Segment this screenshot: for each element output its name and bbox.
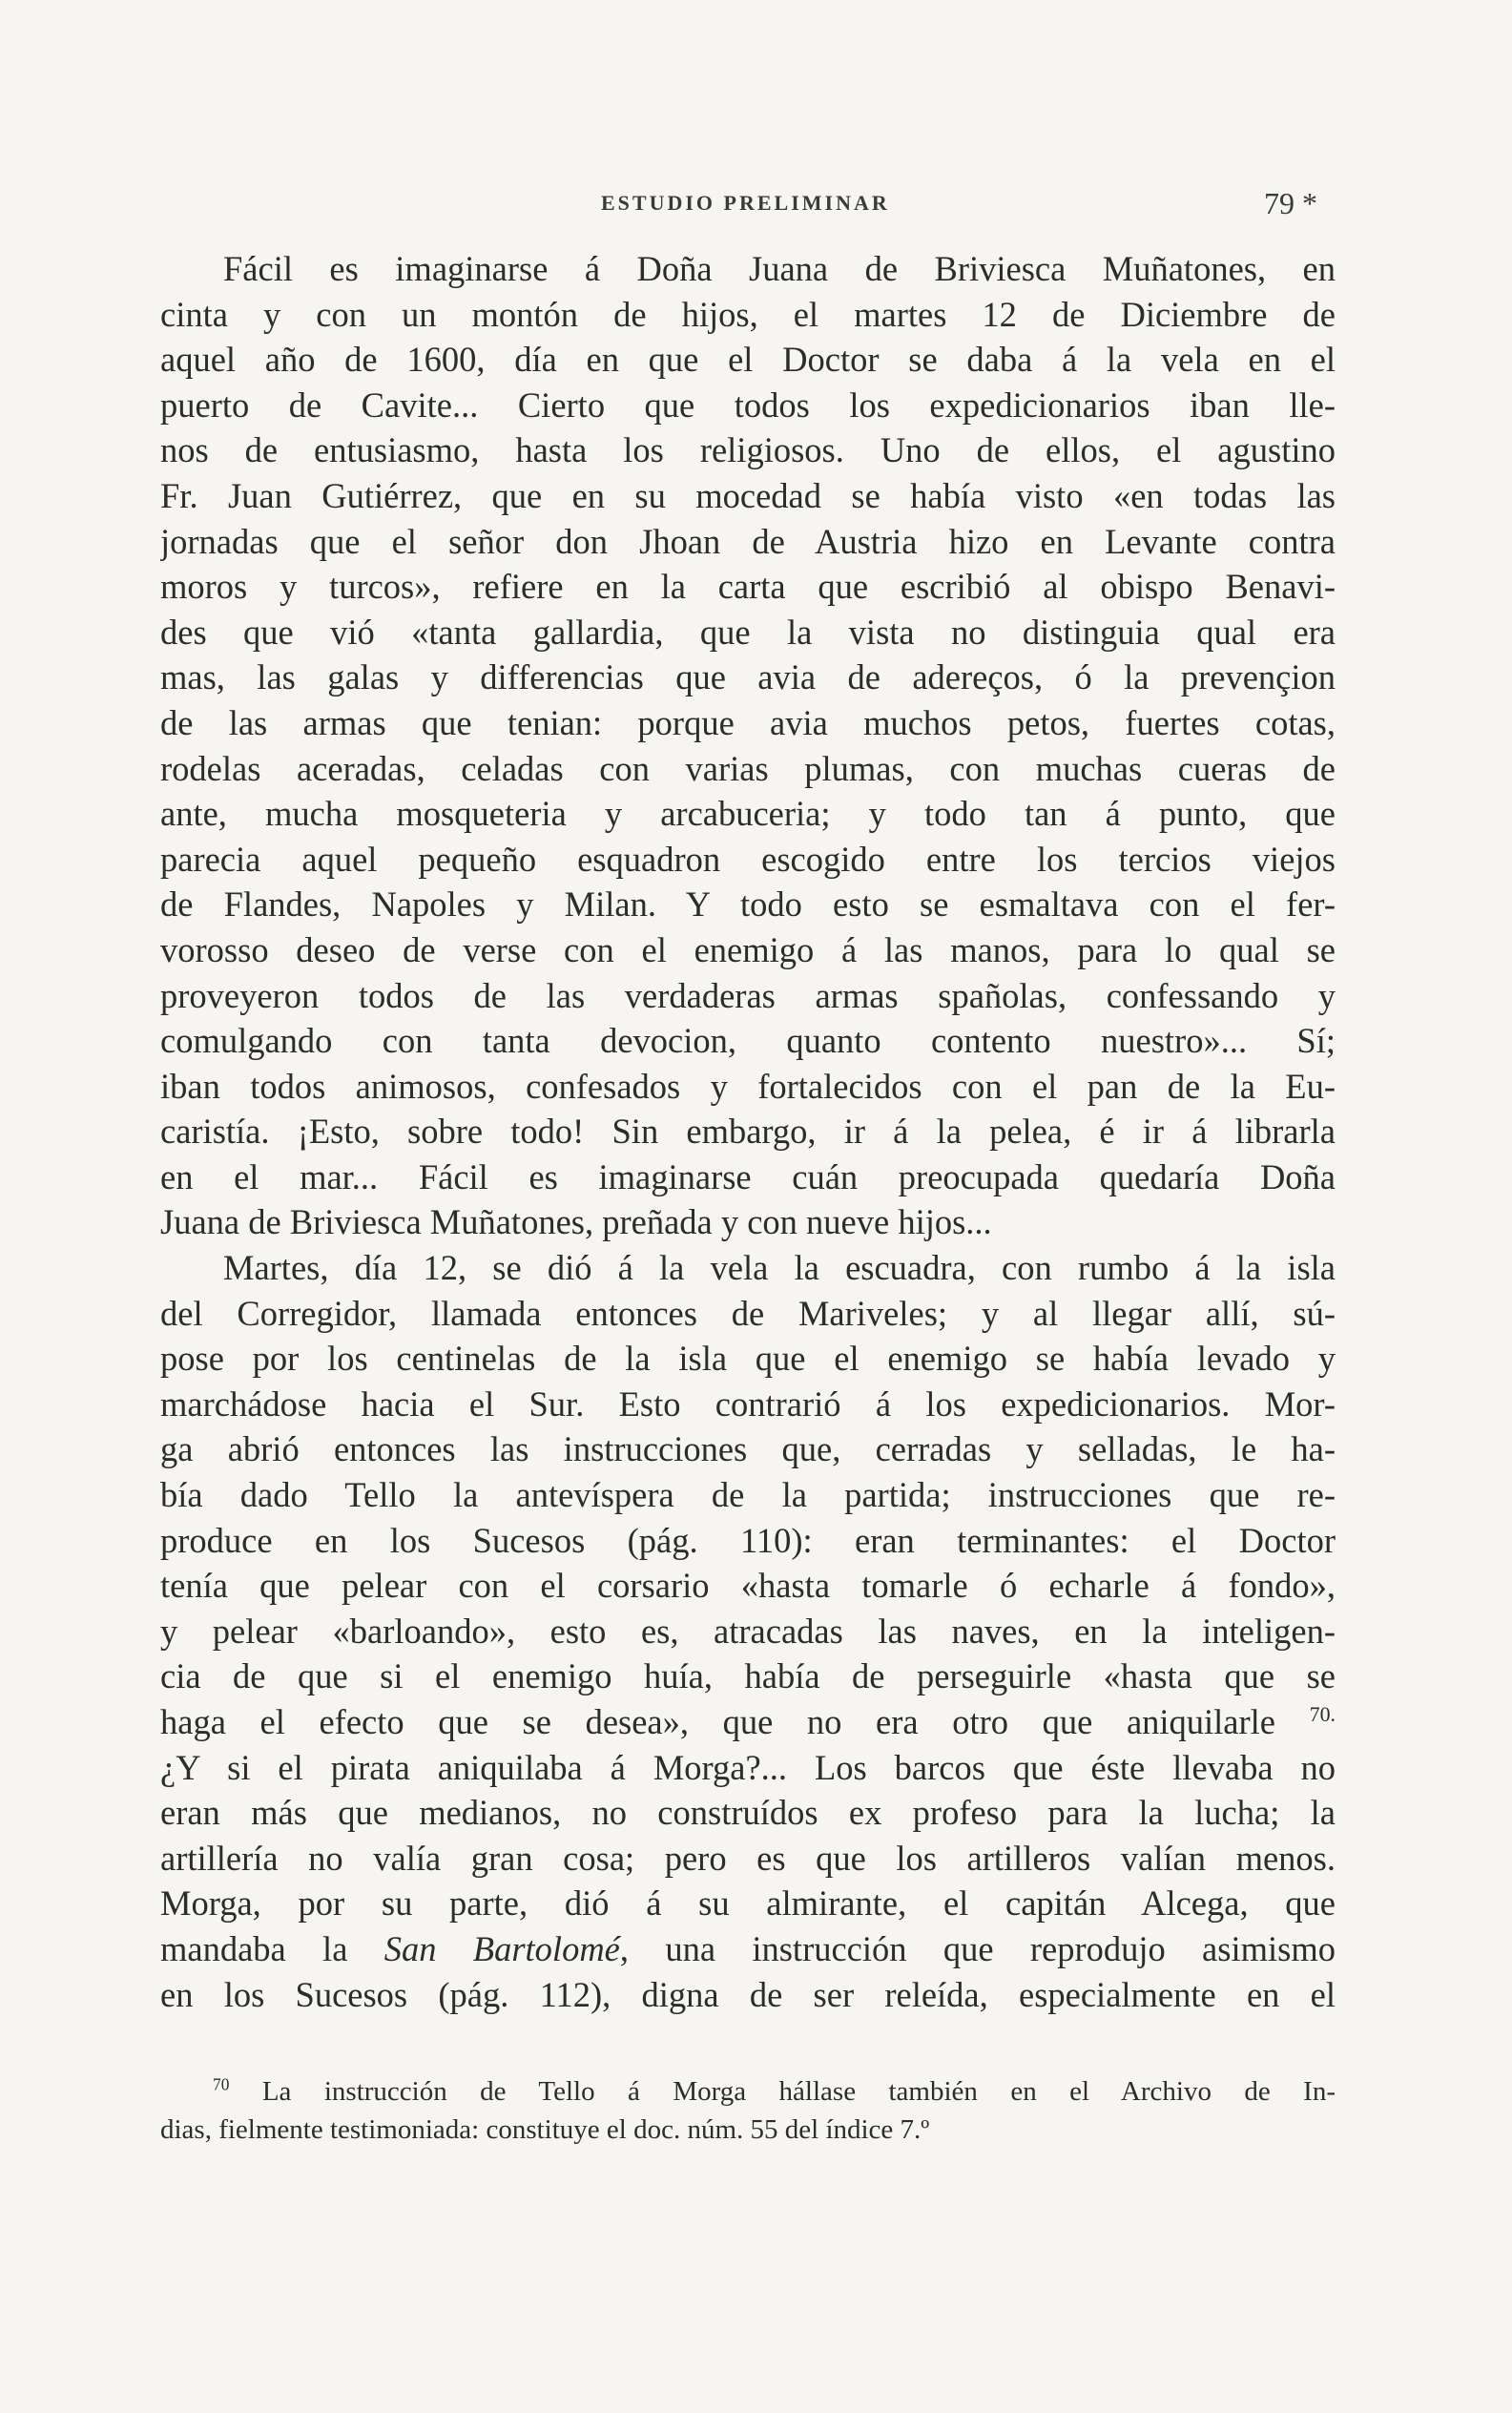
footnote-marker: 70 — [213, 2074, 230, 2094]
text-line: rodelas aceradas, celadas con varias plumas, con muchas cueras de — [160, 748, 1336, 788]
text-line: de las armas que tenian: porque avia muchos petos, fuertes cotas, — [160, 702, 1336, 742]
text-line: moros y turcos», refiere en la carta que escribió al obispo Benavi- — [160, 567, 1336, 607]
text-line: pose por los centinelas de la isla que el enemigo se había levado y — [160, 1339, 1336, 1379]
text-line: vorosso deseo de verse con el enemigo á las manos, para lo qual se — [160, 929, 1336, 969]
text-line: del Corregidor, llamada entonces de Mariveles; y al llegar allí, sú- — [160, 1293, 1336, 1333]
text-line: Juana de Briviesca Muñatones, preñada y con nueve hijos... — [160, 1202, 992, 1242]
footnote-line: dias, fielmente testimoniada: constituye el doc. núm. 55 del índice 7.º — [160, 2114, 930, 2145]
text-line: cinta y con un montón de hijos, el martes 12 de Diciembre de — [160, 294, 1336, 334]
text-line: mas, las galas y differencias que avia de adereços, ó la prevençion — [160, 657, 1336, 697]
text-line: parecia aquel pequeño esquadron escogido entre los tercios viejos — [160, 839, 1336, 879]
text-line: tenía que pelear con el corsario «hasta tomarle ó echarle á fondo», — [160, 1566, 1336, 1606]
text-line: ¿Y si el pirata aniquilaba á Morga?... Los barcos que éste llevaba no — [160, 1747, 1336, 1787]
text-line: Martes, día 12, se dió á la vela la escuadra, con rumbo á la isla — [223, 1248, 1336, 1288]
text-line: artillería no valía gran cosa; pero es que los artilleros valían menos. — [160, 1838, 1336, 1878]
footnote — [160, 2072, 1336, 2149]
text-line: des que vió «tanta gallardia, que la vista no distinguia qual era — [160, 612, 1336, 652]
text-line: Fr. Juan Gutiérrez, que en su mocedad se había visto «en todas las — [160, 475, 1336, 515]
text-line: marchádose hacia el Sur. Esto contrarió á los expedicionarios. Mor- — [160, 1383, 1336, 1424]
page-number: 79 * — [1264, 186, 1317, 220]
text-line — [160, 1699, 1336, 1745]
text-line: aquel año de 1600, día en que el Doctor se daba á la vela en el — [160, 340, 1336, 380]
text-segment: , una instrucción que reprodujo asimismo — [619, 1928, 1336, 1968]
text-line: cia de que si el enemigo huía, había de perseguirle «hasta que se — [160, 1656, 1336, 1696]
text-line: ga abrió entonces las instrucciones que, cerradas y selladas, le ha- — [160, 1429, 1336, 1469]
text-line: de Flandes, Napoles y Milan. Y todo esto se esmaltava con el fer- — [160, 884, 1336, 925]
text-line: proveyeron todos de las verdaderas armas spañolas, confessando y — [160, 975, 1336, 1015]
text-line: y pelear «barloando», esto es, atracadas las naves, en la inteligen- — [160, 1611, 1336, 1651]
text-line: bía dado Tello la antevíspera de la partida; instrucciones que re- — [160, 1475, 1336, 1515]
text-line: produce en los Sucesos (pág. 110): eran terminantes: el Doctor — [160, 1520, 1336, 1560]
text-line — [160, 1926, 1336, 1972]
main-text — [160, 246, 1336, 2017]
text-line: ante, mucha mosqueteria y arcabuceria; y todo tan á punto, que — [160, 794, 1336, 834]
text-line: Morga, por su parte, dió á su almirante, el capitán Alcega, que — [160, 1883, 1336, 1924]
text-line: caristía. ¡Esto, sobre todo! Sin embargo, ir á la pelea, é ir á librarla — [160, 1112, 1336, 1152]
text-segment: mandaba la — [160, 1928, 384, 1968]
footnote-text: La instrucción de Tello á Morga hállase también en el Archivo de In- — [261, 2076, 1336, 2107]
text-segment: haga el efecto que se desea», que no era otro que aniquilarle — [160, 1702, 1276, 1741]
text-line: en los Sucesos (pág. 112), digna de ser releída, especialmente en el — [160, 1974, 1336, 2014]
text-line: Fácil es imaginarse á Doña Juana de Briviesca Muñatones, en — [223, 249, 1336, 288]
text-line: comulgando con tanta devocion, quanto contento nuestro»... Sí; — [160, 1021, 1336, 1061]
text-line: iban todos animosos, confesados y fortalecidos con el pan de la Eu- — [160, 1066, 1336, 1106]
text-line: puerto de Cavite... Cierto que todos los expedicionarios iban lle- — [160, 385, 1336, 425]
text-line: nos de entusiasmo, hasta los religiosos. Uno de ellos, el agustino — [160, 430, 1336, 470]
footnote-line — [160, 2072, 1336, 2111]
footnote-ref: 70. — [1309, 1701, 1336, 1726]
text-line: eran más que medianos, no construídos ex profeso para la lucha; la — [160, 1793, 1336, 1833]
ship-name: San Bartolomé — [383, 1928, 620, 1968]
running-title: ESTUDIO PRELIMINAR — [601, 191, 890, 215]
text-line: en el mar... Fácil es imaginarse cuán preocupada quedaría Doña — [160, 1156, 1336, 1196]
text-line: jornadas que el señor don Jhoan de Austria hizo en Levante contra — [160, 521, 1336, 561]
